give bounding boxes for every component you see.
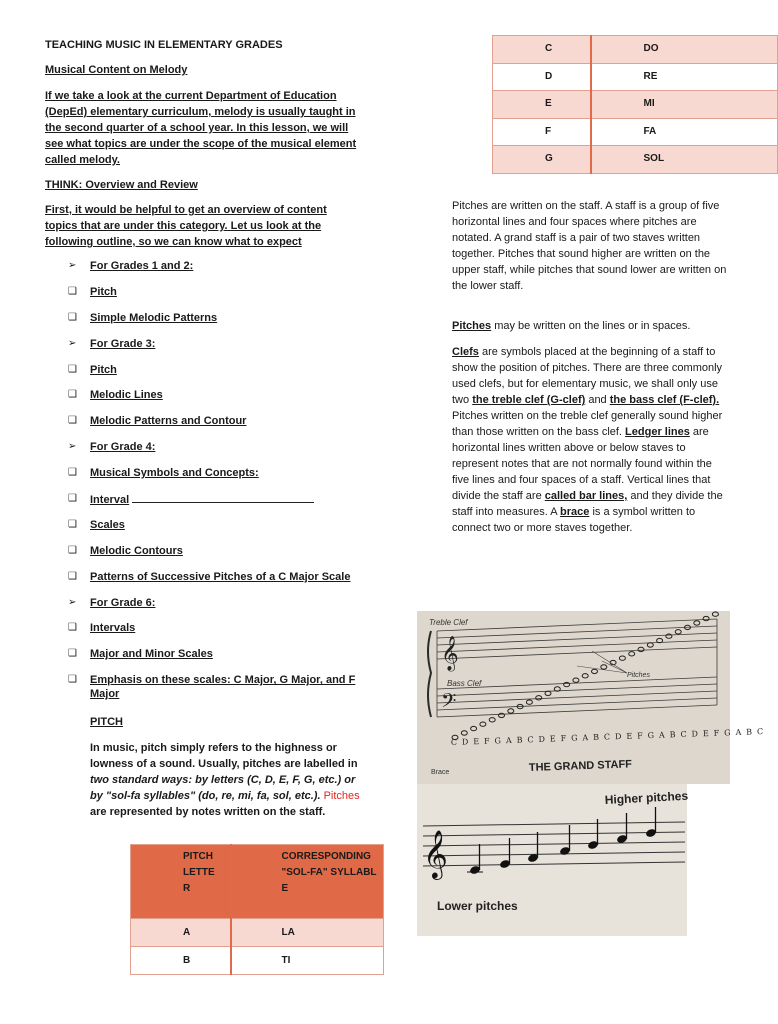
note-head bbox=[480, 722, 486, 726]
table-row bbox=[493, 118, 778, 146]
syllable-cell: TI bbox=[231, 947, 384, 975]
ledger-text: are horizontal lines written above or below staves to represent notes that are not normally found within the five lines and four spaces of a staff. Vertical lines that divide the staff are bbox=[452, 426, 712, 502]
pitch-letter-cell: E bbox=[493, 91, 591, 119]
note-head bbox=[703, 616, 709, 620]
note-head bbox=[694, 621, 700, 625]
outline-item-label: For Grade 3: bbox=[90, 337, 156, 350]
pitches-term: Pitches bbox=[452, 320, 492, 332]
bar-text: and they divide the staff into measures. A bbox=[452, 490, 723, 518]
header-solfa-syllable: CORRESPONDING "SOL-FA" SYLLABLE bbox=[231, 845, 384, 919]
table-row bbox=[131, 947, 384, 975]
brace-term: brace bbox=[560, 506, 590, 518]
pitch-range-photo bbox=[417, 784, 687, 936]
checkbox-bullet-icon: ❑ bbox=[68, 493, 77, 505]
table-row bbox=[493, 63, 778, 91]
checkbox-bullet-icon: ❑ bbox=[68, 389, 77, 401]
staff-paragraph: Pitches are written on the staff. A staff is a group of five horizontal lines and four spaces where pitches are notated. A grand staff is a pair of two staves written together. Pitches that sound higher are written on the upper staff, while pitches that sound lower are written on the lower staff. bbox=[452, 200, 727, 292]
note-head bbox=[638, 647, 644, 651]
checkbox-bullet-icon: ❑ bbox=[68, 648, 77, 660]
arrow-bullet-icon: ➢ bbox=[68, 260, 77, 271]
pitch-syllable-table-bottom bbox=[130, 844, 384, 975]
checkbox-bullet-icon: ❑ bbox=[68, 518, 77, 530]
pitch-paragraph bbox=[90, 740, 370, 820]
note-head bbox=[582, 674, 588, 678]
outline-item bbox=[68, 388, 388, 414]
section-subtitle: Musical Content on Melody bbox=[45, 64, 188, 76]
outline-item bbox=[68, 673, 388, 699]
topic-outline bbox=[68, 259, 388, 699]
outline-item-label: Melodic Contours bbox=[90, 544, 183, 557]
checkbox-bullet-icon: ❑ bbox=[68, 622, 77, 634]
table-row bbox=[493, 146, 778, 174]
syllable-cell: DO bbox=[591, 36, 778, 64]
grand-staff-photo bbox=[417, 611, 765, 784]
outline-item bbox=[68, 570, 388, 596]
note-head bbox=[675, 630, 681, 634]
clefs-paragraph bbox=[452, 344, 728, 536]
outline-item-label: Interval bbox=[90, 494, 130, 507]
note-head bbox=[461, 731, 467, 735]
table-row bbox=[493, 91, 778, 119]
outline-item-label: For Grades 1 and 2: bbox=[90, 260, 194, 272]
bass-clef-icon: 𝄢 bbox=[441, 689, 457, 717]
syllable-cell: LA bbox=[231, 919, 384, 947]
clefs-and: and bbox=[585, 394, 610, 406]
lines-text: may be written on the lines or in spaces. bbox=[491, 320, 691, 332]
syllable-cell: SOL bbox=[591, 146, 778, 174]
intro-paragraph: If we take a look at the current Department of Education (DepEd) elementary curriculum, melody is usually taught in the second quarter of a school year. In this lesson, we will see what topics are under the scope of the musical element called melody. bbox=[45, 90, 357, 166]
outline-item bbox=[68, 492, 388, 518]
outline-item bbox=[68, 518, 388, 544]
brace-label: Brace bbox=[431, 769, 450, 776]
checkbox-bullet-icon: ❑ bbox=[68, 570, 77, 582]
pitch-letter-cell: G bbox=[493, 146, 591, 174]
outline-item-label: For Grade 4: bbox=[90, 441, 156, 454]
outline-item-label: Melodic Lines bbox=[90, 389, 163, 402]
note-head bbox=[592, 669, 598, 673]
grand-staff-figure bbox=[417, 611, 765, 784]
outline-item bbox=[68, 440, 388, 466]
note-head bbox=[619, 656, 625, 660]
note-head bbox=[508, 709, 514, 713]
outline-item-label: Musical Symbols and Concepts: bbox=[90, 467, 259, 480]
ledger-lines-term: Ledger lines bbox=[625, 426, 690, 438]
outline-item-label: Scales bbox=[90, 518, 125, 531]
table-row bbox=[131, 919, 384, 947]
note-heads bbox=[452, 612, 718, 740]
treble-clef-icon: 𝄞 bbox=[423, 829, 448, 878]
outline-item-label: Major and Minor Scales bbox=[90, 648, 213, 661]
brace-text: is a symbol written to connect two or more staves together. bbox=[452, 506, 696, 534]
think-heading: THINK: Overview and Review bbox=[45, 179, 198, 191]
pitch-letter-cell: D bbox=[493, 63, 591, 91]
note-head bbox=[526, 700, 532, 704]
pitch-letters: C D E F G A B C D E F G A B C D E F G A B C D E F G A B C bbox=[450, 727, 765, 747]
outline-item-label: Pitch bbox=[90, 363, 117, 376]
outline-item-label: Patterns of Successive Pitches of a C Major Scale bbox=[90, 570, 351, 583]
outline-item bbox=[68, 337, 388, 363]
pitch-letter-cell: F bbox=[493, 118, 591, 146]
syllable-cell: FA bbox=[591, 118, 778, 146]
pitch-italic-text: two standard ways: by letters (C, D, E, F, G, etc.) or by "sol-fa syllables" (do, re, mi, fa, sol, etc.). bbox=[90, 774, 356, 802]
lower-pitches-label: Lower pitches bbox=[437, 899, 518, 913]
checkbox-bullet-icon: ❑ bbox=[68, 311, 77, 323]
arrow-bullet-icon: ➢ bbox=[68, 337, 77, 349]
note-head bbox=[629, 652, 635, 656]
header-pitch-letter: PITCH LETTER bbox=[131, 845, 231, 919]
outline-item bbox=[68, 259, 388, 285]
higher-pitches-label: Higher pitches bbox=[604, 788, 689, 807]
bass-clef-label: Bass Clef bbox=[447, 679, 482, 688]
outline-item bbox=[68, 466, 388, 492]
pitch-heading: PITCH bbox=[90, 716, 123, 728]
pitch-syllable-table-top bbox=[492, 35, 778, 174]
note-head bbox=[573, 678, 579, 682]
treble-clef-label: Treble Clef bbox=[429, 618, 468, 627]
grand-staff-caption: THE GRAND STAFF bbox=[528, 758, 633, 774]
note-head bbox=[471, 726, 477, 730]
overview-paragraph: First, it would be helpful to get an overview of content topics that are under this category. Let us look at the following outline, so we can know what to expect bbox=[45, 204, 327, 248]
outline-item-label: For Grade 6: bbox=[90, 596, 156, 609]
checkbox-bullet-icon: ❑ bbox=[68, 467, 77, 479]
clefs-term: Clefs bbox=[452, 346, 479, 358]
pitch-text-end: are represented by notes written on the staff. bbox=[90, 806, 326, 818]
outline-item bbox=[68, 414, 388, 440]
table-row bbox=[493, 36, 778, 64]
arrow-bullet-icon: ➢ bbox=[68, 441, 77, 453]
fill-in-blank bbox=[132, 492, 314, 503]
checkbox-bullet-icon: ❑ bbox=[68, 363, 77, 375]
note-head bbox=[666, 634, 672, 638]
outline-item bbox=[68, 596, 388, 622]
outline-item-label: Simple Melodic Patterns bbox=[90, 311, 218, 324]
outline-item-label: Emphasis on these scales: C Major, G Major, and F Major bbox=[90, 674, 356, 701]
syllable-cell: MI bbox=[591, 91, 778, 119]
pitches-red-term: Pitches bbox=[323, 790, 360, 802]
outline-item bbox=[68, 647, 388, 673]
pitch-range-figure bbox=[417, 784, 687, 936]
outline-item bbox=[68, 544, 388, 570]
pitch-letter-cell: C bbox=[493, 36, 591, 64]
clefs-text-b: Pitches written on the treble clef generally sound higher than those written on the bass clef. bbox=[452, 410, 723, 438]
clefs-text-a: are symbols placed at the beginning of a staff to show the position of pitches. There are three commonly used clefs, but for elementary music, we shall only use two bbox=[452, 346, 723, 406]
arrow-bullet-icon: ➢ bbox=[68, 596, 77, 608]
brace-icon bbox=[428, 631, 431, 717]
outline-item-label: Pitch bbox=[90, 285, 117, 298]
bar-lines-term: called bar lines, bbox=[544, 490, 628, 502]
outline-item bbox=[68, 363, 388, 389]
note-head bbox=[489, 718, 495, 722]
checkbox-bullet-icon: ❑ bbox=[68, 674, 77, 686]
outline-item bbox=[68, 621, 388, 647]
note-head bbox=[601, 665, 607, 669]
note-head bbox=[647, 643, 653, 647]
pitch-letter-cell: A bbox=[131, 919, 231, 947]
checkbox-bullet-icon: ❑ bbox=[68, 285, 77, 297]
page-title: TEACHING MUSIC IN ELEMENTARY GRADES bbox=[45, 39, 283, 51]
outline-item bbox=[68, 311, 388, 337]
checkbox-bullet-icon: ❑ bbox=[68, 544, 77, 556]
pitch-text: In music, pitch simply refers to the highness or lowness of a sound. Usually, pitches are labelled in bbox=[90, 742, 358, 770]
lines-paragraph bbox=[452, 318, 732, 334]
bass-clef-term: the bass clef (F-clef). bbox=[609, 394, 720, 406]
pitch-letter-cell: B bbox=[131, 947, 231, 975]
note-head bbox=[712, 612, 718, 616]
note-head bbox=[545, 691, 551, 695]
outline-item bbox=[68, 285, 388, 311]
syllable-cell: RE bbox=[591, 63, 778, 91]
treble-clef-icon: 𝄞 bbox=[441, 636, 459, 671]
outline-item-label: Intervals bbox=[90, 622, 136, 635]
note-head bbox=[536, 696, 542, 700]
outline-item-label: Melodic Patterns and Contour bbox=[90, 415, 247, 428]
pitches-label: Pitches bbox=[627, 672, 650, 679]
treble-clef-term: the treble clef (G-clef) bbox=[472, 394, 586, 406]
checkbox-bullet-icon: ❑ bbox=[68, 415, 77, 427]
table-header-row bbox=[131, 845, 384, 919]
